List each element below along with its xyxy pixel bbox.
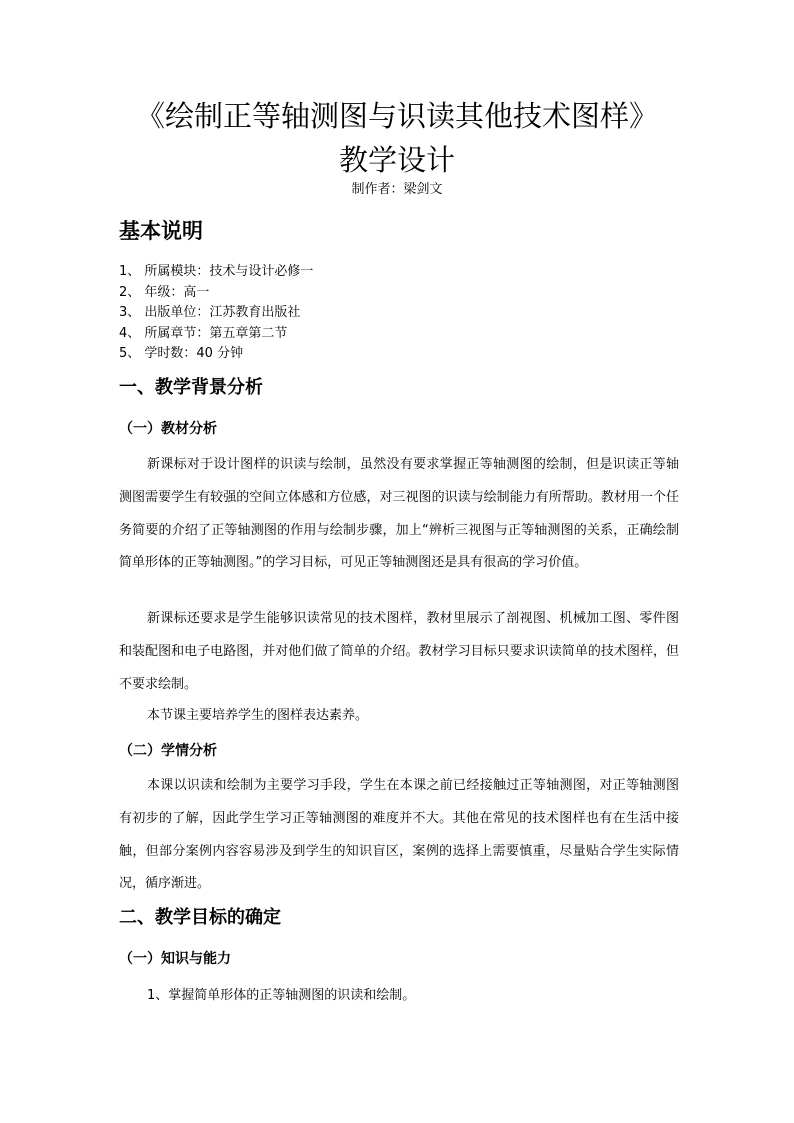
- basic-info-heading: 基本说明: [119, 218, 203, 243]
- document-title: 《绘制正等轴测图与识读其他技术图样》: [135, 99, 658, 133]
- basic-info-item: 5、 学时数：40 分钟: [119, 346, 244, 362]
- basic-info-list: [119, 262, 313, 365]
- paragraph: 本节课主要培养学生的图样表达素养。: [147, 708, 369, 723]
- subsection-heading: （一）教材分析: [119, 421, 217, 437]
- paragraph: 新课标对于设计图样的识读与绘制，虽然没有要求掌握正等轴测图的绘制，但是识读正等轴测图需要学生有较强的空间立体感和方位感，对三视图的识读与绘制能力有所帮助。教材用一个任务简要的介绍了正等轴测图的作用与绘制步骤，加上“辨析三视图与正等轴测图的关系，正确绘制简单形体的正等轴测图。”的学习目标，可见正等轴测图还是具有很高的学习价值。: [119, 457, 679, 571]
- author-line: 制作者：梁剑文: [351, 182, 443, 197]
- paragraph: 新课标还要求是学生能够识读常见的技术图样，教材里展示了剖视图、机械加工图、零件图和装配图和电子电路图，并对他们做了简单的介绍。教材学习目标只要求识读简单的技术图样，但不要求绘制。: [119, 611, 679, 692]
- section-heading: 二、教学目标的确定: [119, 907, 281, 928]
- basic-info-item: 3、 出版单位：江苏教育出版社: [119, 305, 301, 321]
- basic-info-item: 4、 所属章节：第五章第二节: [119, 325, 288, 341]
- section-heading: 一、教学背景分析: [119, 377, 263, 398]
- document-subtitle: 教学设计: [338, 143, 455, 177]
- subsection-heading: （二）学情分析: [119, 743, 217, 759]
- list-item: 1、掌握简单形体的正等轴测图的识读和绘制。: [147, 988, 416, 1003]
- paragraph: 本课以识读和绘制为主要学习手段，学生在本课之前已经接触过正等轴测图，对正等轴测图有初步的了解，因此学生学习正等轴测图的难度并不大。其他在常见的技术图样也有在生活中接触，但部分案例内容容易涉及到学生的知识盲区，案例的选择上需要慎重，尽量贴合学生实际情况，循序渐进。: [119, 778, 679, 892]
- basic-info-item: 2、 年级：高一: [119, 284, 210, 300]
- basic-info-item: 1、 所属模块：技术与设计必修一: [119, 264, 314, 279]
- subsection-heading: （一）知识与能力: [119, 951, 231, 967]
